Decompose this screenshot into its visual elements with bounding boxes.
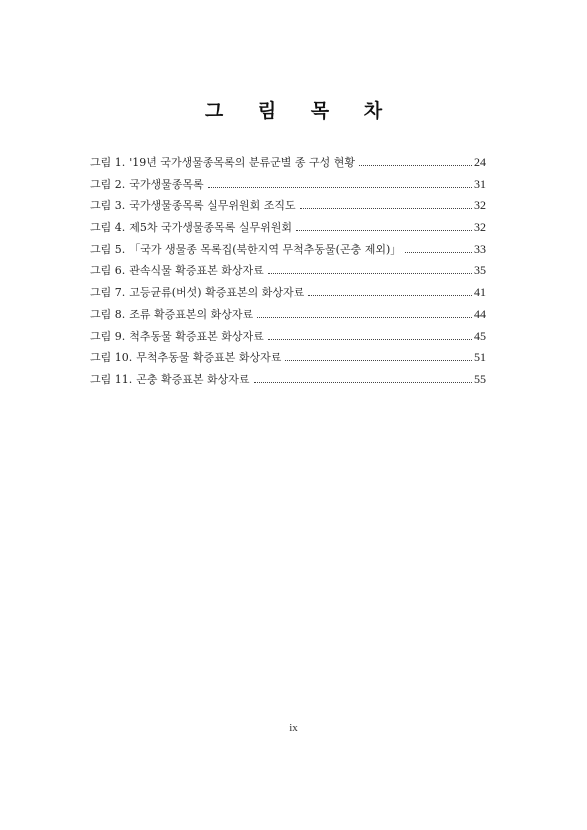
- figure-page-number: 44: [474, 306, 486, 321]
- toc-entry-4[interactable]: [90, 219, 486, 241]
- dot-leader: [405, 252, 472, 253]
- dot-leader: [268, 273, 472, 274]
- figure-label: 그림 10.: [90, 351, 133, 365]
- figure-label: 그림 3.: [90, 199, 126, 213]
- figure-label: 그림 6.: [90, 264, 126, 278]
- toc-entry-11[interactable]: [90, 371, 486, 393]
- figure-caption: 척추동물 확증표본 화상자료: [129, 329, 264, 343]
- figure-page-number: 24: [474, 155, 486, 169]
- dot-leader: [308, 295, 472, 296]
- dot-leader: [296, 230, 472, 231]
- figure-page-number: 35: [474, 263, 486, 278]
- toc-entry-7[interactable]: [90, 284, 486, 306]
- dot-leader: [254, 382, 472, 383]
- figure-page-number: 51: [474, 350, 486, 365]
- figure-caption: 무척추동물 확증표본 화상자료: [136, 351, 282, 365]
- dot-leader: [268, 339, 472, 340]
- figure-page-number: 31: [474, 176, 486, 191]
- figure-caption: 국가생물종목록 실무위원회 조직도: [129, 199, 296, 213]
- toc-entry-3[interactable]: [90, 197, 486, 219]
- figure-page-number: 33: [474, 241, 486, 256]
- toc-entry-9[interactable]: [90, 328, 486, 350]
- dot-leader: [300, 208, 472, 209]
- toc-entry-10[interactable]: [90, 349, 486, 371]
- page-number: ix: [289, 722, 298, 734]
- figure-label: 그림 5.: [90, 242, 126, 256]
- figure-caption: 곤충 확증표본 화상자료: [136, 372, 250, 386]
- toc-entry-8[interactable]: [90, 306, 486, 328]
- dot-leader: [257, 317, 472, 318]
- dot-leader: [359, 165, 472, 166]
- figure-label: 그림 4.: [90, 221, 126, 235]
- figure-caption: 고등균류(버섯) 확증표본의 화상자료: [129, 286, 305, 300]
- toc-entry-1[interactable]: [90, 154, 486, 176]
- figure-label: 그림 11.: [90, 372, 133, 386]
- figure-page-number: 55: [474, 371, 486, 386]
- figure-caption: '19년 국가생물종목록의 분류군별 종 구성 현황: [129, 156, 356, 169]
- dot-leader: [208, 187, 472, 188]
- figure-page-number: 32: [474, 198, 486, 213]
- figure-caption: 관속식물 확증표본 화상자료: [129, 264, 264, 278]
- figure-label: 그림 7.: [90, 286, 126, 300]
- page-title: 그 림 목 차: [204, 100, 397, 122]
- table-of-figures: [90, 154, 486, 393]
- figure-label: 그림 2.: [90, 177, 126, 191]
- figure-page-number: 45: [474, 328, 486, 343]
- figure-caption: 조류 확증표본의 화상자료: [129, 307, 254, 321]
- toc-entry-5[interactable]: [90, 241, 486, 263]
- figure-label: 그림 1.: [90, 156, 126, 169]
- figure-page-number: 32: [474, 220, 486, 235]
- toc-entry-2[interactable]: [90, 176, 486, 198]
- figure-page-number: 41: [474, 285, 486, 300]
- figure-caption: 「국가 생물종 목록집(북한지역 무척추동물(곤충 제외)」: [129, 242, 402, 256]
- figure-label: 그림 8.: [90, 307, 126, 321]
- dot-leader: [285, 360, 472, 361]
- figure-label: 그림 9.: [90, 329, 126, 343]
- figure-caption: 국가생물종목록: [129, 177, 204, 191]
- toc-entry-6[interactable]: [90, 262, 486, 284]
- figure-caption: 제5차 국가생물종목록 실무위원회: [129, 221, 293, 235]
